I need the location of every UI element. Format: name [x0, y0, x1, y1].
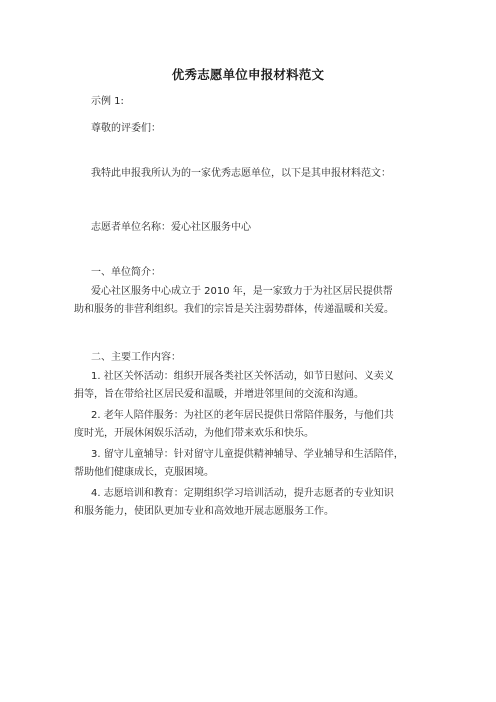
- org-name-line: 志愿者单位名称：爱心社区服务中心: [91, 222, 251, 233]
- intro-paragraph: 我特此申报我所认为的一家优秀志愿单位，以下是其申报材料范文：: [91, 168, 391, 179]
- item-line: 3. 留守儿童辅导：针对留守儿童提供精神辅导、学业辅导和生活陪伴，: [91, 449, 404, 460]
- section1-paragraph: [74, 283, 430, 319]
- section2-item-4: [74, 485, 430, 521]
- example-label: 示例 1:: [91, 96, 124, 107]
- item-line: 和服务能力，使团队更加专业和高效地开展志愿服务工作。: [74, 506, 334, 517]
- item-line: 捐等，旨在带给社区居民爱和温暖，并增进邻里间的交流和沟通。: [74, 389, 364, 400]
- item-line: 帮助他们健康成长，克服困境。: [74, 467, 214, 478]
- item-line: 度时光，开展休闲娱乐活动，为他们带来欢乐和快乐。: [74, 428, 314, 439]
- section2-item-2: [74, 407, 430, 443]
- section1-line: 爱心社区服务中心成立于 2010 年，是一家致力于为社区居民提供帮: [91, 286, 393, 297]
- salutation: 尊敬的评委们：: [91, 123, 161, 134]
- section1-line: 助和服务的非营利组织。我们的宗旨是关注弱势群体，传递温暖和关爱。: [74, 304, 394, 315]
- section2-heading: 二、主要工作内容：: [91, 352, 181, 363]
- item-line: 4. 志愿培训和教育：定期组织学习培训活动，提升志愿者的专业知识: [91, 488, 394, 499]
- section2-item-1: [74, 368, 430, 404]
- item-line: 1. 社区关怀活动：组织开展各类社区关怀活动，如节日慰问、义卖义: [91, 371, 394, 382]
- document-title: 优秀志愿单位申报材料范文: [171, 67, 325, 82]
- item-line: 2. 老年人陪伴服务：为社区的老年居民提供日常陪伴服务，与他们共: [91, 410, 394, 421]
- section2-item-3: [74, 446, 430, 482]
- section1-heading: 一、单位简介：: [91, 267, 161, 278]
